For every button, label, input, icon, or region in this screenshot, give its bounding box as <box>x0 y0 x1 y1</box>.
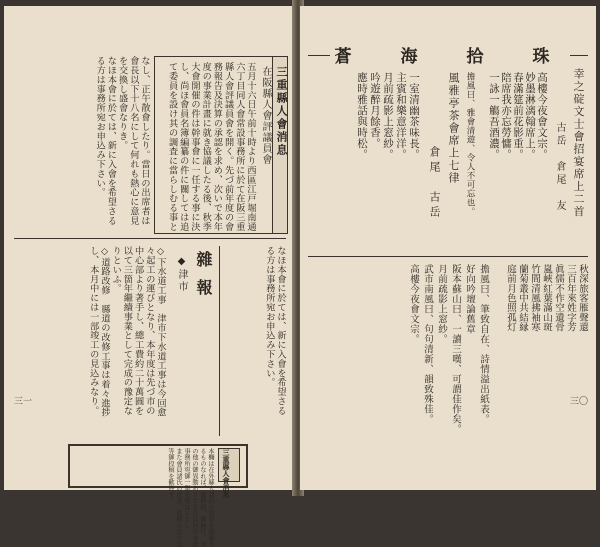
right-page <box>300 6 596 490</box>
news-body-line: 五月十六日午前十時より西區江戸堀南通 <box>245 62 256 232</box>
misc-body-line: ◇下水道工事 津市下水道工事は今回愈 <box>155 246 166 417</box>
news-body-line: 六丁目同人會常設事務所に於て在阪三重 <box>233 62 245 232</box>
bottom-box-line: 本欄は在外縣人諸氏の消息を掲載す <box>207 448 214 547</box>
poem-line: 春滿筵前花影重。 <box>512 72 524 160</box>
misc-body-line: 以て三箇年繼續事業として完成の豫定な <box>121 246 133 416</box>
section-divider <box>14 238 286 239</box>
news-body-line: て委員を設け其の調査に當らしむる事と <box>166 62 178 232</box>
notice-line: なほ本會に於ては、新に入會を希望さる <box>275 246 286 416</box>
bottom-poem-line: 高樓今夜會文宗。 <box>408 264 419 344</box>
page-number-right: 三〇 <box>570 397 589 407</box>
bottom-poem-line: 庭前月色照孤灯 <box>505 264 516 332</box>
bottom-poem-line: 月前疏影上窓紗。 <box>436 264 447 344</box>
poem-2-body <box>310 72 420 242</box>
notice-line: る方は事務所宛お申込み下さい。 <box>263 246 275 387</box>
poem-line: 應時雅話與時松。 <box>356 72 368 160</box>
news-body-line: 縣人會評議員會を開く。先づ前年度の會 <box>222 62 234 232</box>
misc-place: ◆津市 <box>176 256 187 293</box>
bottom-poem-line: 竹間清風拂袖寒 <box>529 264 540 332</box>
bottom-poem-line: 眞儒不作空遺骨 <box>553 264 564 332</box>
poem-1-body <box>484 72 548 232</box>
news-body-line: を交換し盛會なりき。 <box>116 56 128 150</box>
bottom-box-line: 事務所宛御一報を煩はしたし。 <box>183 448 190 535</box>
misc-body <box>14 246 166 436</box>
misc-body-line: 々起工の運びとなり、本年度は先づ市の <box>143 246 155 416</box>
news-body-line: 會長以下十八名にして何れも熱心に意見 <box>127 56 139 226</box>
news-body-line: なし、正午散會したり。當日の出席者は <box>139 56 150 226</box>
news-body-line: 大會開催の件は幹事會に一任する事に決 <box>188 62 200 232</box>
bottom-box-line: 等御投稿を歡迎す。 <box>167 448 174 504</box>
bottom-box-body <box>74 448 214 547</box>
poem-line: 一詠一觴吾酒濃。 <box>488 72 500 160</box>
poem-line: 陪席我亦忘勞慵。 <box>500 72 512 160</box>
lower-divider <box>308 256 588 257</box>
bottom-box-title: 三重縣人會消息 <box>222 449 231 498</box>
news-box-body <box>161 62 256 232</box>
bottom-poem-line: 蘭菊叢中共結縁 <box>517 264 528 332</box>
misc-right-column <box>226 246 286 436</box>
news-continuation <box>14 56 150 232</box>
misc-body-line: ◇道路改修 縣道の改修工事は着々進捗 <box>98 246 110 417</box>
poem-line: 主賓和樂意洋洋。 <box>395 72 407 160</box>
critic-note: 擔風曰、筆致自在、詩情溢出紙表。 <box>478 264 489 424</box>
critic-note: 武市南風曰、句句清新、韻致殊佳。 <box>422 264 433 424</box>
misc-body-line: 中心部より著手し、總工費約二十萬圓を <box>132 246 144 416</box>
section-heading: 蒼 海 拾 珠 <box>330 42 570 67</box>
poem-line: 月前疏影上窓紗。 <box>382 72 394 160</box>
news-box-title: 三重縣人會消息 <box>275 66 288 157</box>
bottom-poem-line: 嵐峽紅葉滿山斑 <box>541 264 552 332</box>
misc-body-line: りといふ。 <box>110 246 122 293</box>
news-box-subtitle: 在阪縣人會評議員會 <box>260 66 271 165</box>
bottom-poems-right <box>496 264 588 474</box>
bottom-poem-line: 秋深旅客雁聲還 <box>577 264 588 332</box>
poem-1-title: 幸之碇文士會招宴席上二首 <box>572 68 585 218</box>
bottom-box-line: また會員諸氏の近況、故郷の思ひ出 <box>175 448 182 547</box>
news-body-line: し、尚ほ會員名簿編纂の件に關しては追 <box>177 62 189 232</box>
poem-1-author: 古岳 倉尾 友 <box>554 122 565 213</box>
critic-note: 阪本蘇山曰、一讀三嘆、可謂佳作矣。 <box>450 264 461 434</box>
misc-body-line: し、本月中には一部竣工の見込みなり。 <box>87 246 99 416</box>
misc-title: 雜報 <box>194 251 213 307</box>
page-number-left: 三一 <box>14 397 33 407</box>
news-body-line: 務報告及決算の承認を求め、次いで本年 <box>211 62 223 232</box>
bottom-box-line: るものなれば、御轉居、御轉任、其 <box>199 448 206 547</box>
news-body-line: 度の事業計畫に就き協議したる後、秋季 <box>200 62 212 232</box>
poem-line: 一室清幽茶味長。 <box>408 72 420 160</box>
bottom-box-line: の他の御異動ありたる方は何卒本會 <box>191 448 198 547</box>
poem-2-author: 倉尾 古岳 <box>428 146 441 221</box>
news-notice-line: なほ本會に於ては、新に入會を希望さる <box>105 56 117 226</box>
poem-line: 吟遊醉月餘香。 <box>369 72 381 149</box>
poem-line: 高樓今夜會文宗。 <box>536 72 548 160</box>
poem-2-title: 風雅亭茶會席上七律 <box>447 72 460 185</box>
left-page <box>4 6 296 547</box>
news-notice-line: る方は事務所宛お申込み下さい。 <box>94 56 106 197</box>
critic-notes <box>310 264 490 474</box>
poem-2-preface: 擔風曰、雅會清遊、令人不可忘也。 <box>465 72 475 216</box>
bottom-poem-line: 好向吟壇論舊章 <box>464 264 475 334</box>
misc-title-rule <box>219 246 220 436</box>
poem-line: 妙墨淋漓翰席上。 <box>524 72 536 160</box>
bottom-poem-line: 三百年來姓字芳 <box>565 264 576 332</box>
